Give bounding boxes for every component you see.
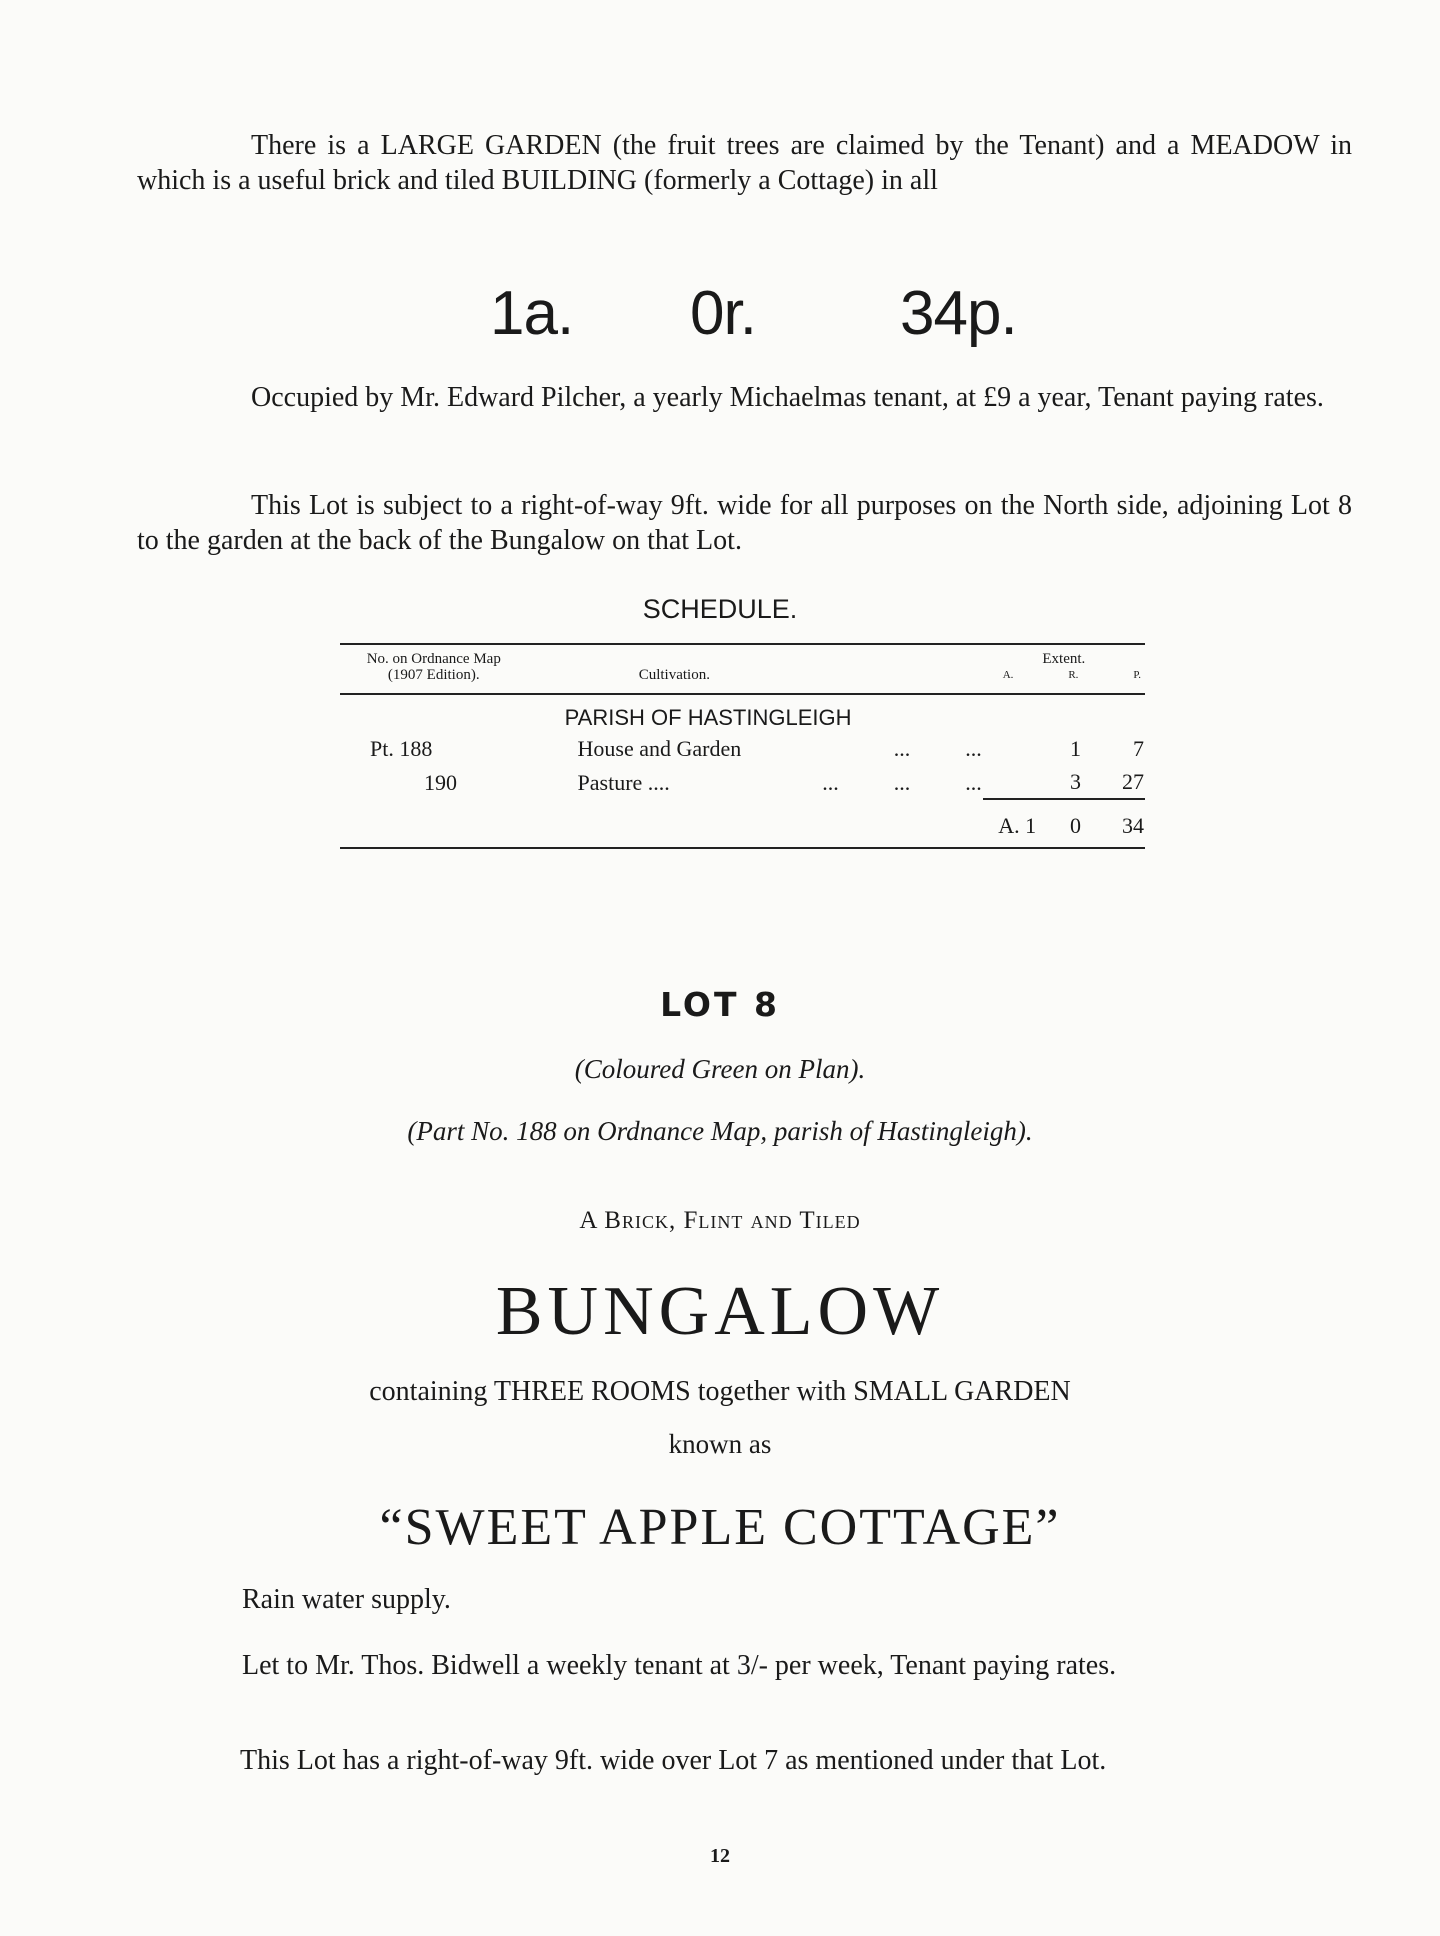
roods: 0r. — [690, 279, 756, 348]
total-row — [340, 799, 1145, 848]
header-a: A. — [1002, 669, 1014, 681]
total-a: A. 1 — [983, 799, 1037, 848]
row-r: 3 — [1070, 769, 1082, 794]
right-of-way-paragraph — [137, 488, 1352, 558]
water-text: Rain water supply. — [242, 1584, 451, 1615]
schedule-header — [340, 644, 1145, 694]
lot-heading: LOT 8 — [660, 985, 780, 1024]
row-map-no: 190 — [424, 769, 457, 795]
row-cultivation: Pasture .... — [577, 769, 670, 795]
schedule-title: SCHEDULE. — [642, 594, 798, 624]
cottage-name: “SWEET APPLE COTTAGE” — [379, 1499, 1061, 1556]
row-p: 27 — [1122, 769, 1144, 794]
row-cultivation: House and Garden — [577, 736, 742, 761]
row-paragraph — [128, 1743, 1338, 1778]
let-text: Let to Mr. Thos. Bidwell a weekly tenant at 3/- per week, Tenant paying rates. — [242, 1650, 1117, 1681]
bungalow-title: BUNGALOW — [495, 1273, 945, 1350]
coloured-note: (Coloured Green on Plan). — [574, 1054, 866, 1084]
total-r: 0 — [1037, 799, 1091, 848]
row-a — [983, 765, 1037, 799]
row-r: 1 — [1070, 736, 1082, 761]
row-leaders: ... ... ... — [822, 769, 982, 795]
perches: 34p. — [900, 279, 1017, 348]
table-row — [340, 732, 1145, 765]
header-r: R. — [1068, 669, 1079, 681]
row-leaders: ... ... — [893, 736, 982, 761]
known-as-text: known as — [668, 1429, 772, 1459]
row-p: 7 — [1133, 736, 1144, 761]
garden-text: There is a LARGE GARDEN (the fruit trees are claimed by the Tenant) and a MEADOW in which is a useful brick and tiled BUILDING (formerly a Cottage) in all — [137, 130, 1352, 196]
row-a — [983, 732, 1037, 765]
parish-heading: PARISH OF HASTINGLEIGH — [564, 705, 852, 730]
garden-paragraph — [137, 128, 1352, 198]
descriptor: A Brick, Flint and Tiled — [579, 1207, 861, 1234]
occupied-paragraph — [137, 380, 1352, 415]
occupied-text: Occupied by Mr. Edward Pilcher, a yearly Michaelmas tenant, at £9 a year, Tenant paying rates. — [251, 382, 1324, 413]
right-of-way-text: This Lot is subject to a right-of-way 9ft. wide for all purposes on the North side, adjoining Lot 8 to the garden at the back of the Bungalow on that Lot. — [137, 490, 1352, 556]
total-p: 34 — [1091, 799, 1145, 848]
let-paragraph — [128, 1648, 1338, 1683]
header-cultivation: Cultivation. — [528, 644, 822, 694]
row-text: This Lot has a right-of-way 9ft. wide over Lot 7 as mentioned under that Lot. — [240, 1745, 1107, 1776]
part-note: (Part No. 188 on Ordnance Map, parish of Hastingleigh). — [407, 1116, 1033, 1146]
header-map-no: No. on Ordnance Map — [366, 651, 501, 667]
header-edition: (1907 Edition). — [387, 667, 480, 683]
table-row — [340, 765, 1145, 799]
acres: 1a. — [490, 279, 574, 348]
header-extent: Extent. — [1042, 651, 1086, 667]
row-map-no: Pt. 188 — [370, 736, 433, 761]
containing-text: containing THREE ROOMS together with SMALL GARDEN — [369, 1376, 1071, 1407]
water-paragraph — [137, 1582, 1352, 1617]
page-number: 12 — [710, 1845, 730, 1867]
header-p: P. — [1133, 669, 1141, 681]
schedule-table — [340, 643, 1145, 849]
